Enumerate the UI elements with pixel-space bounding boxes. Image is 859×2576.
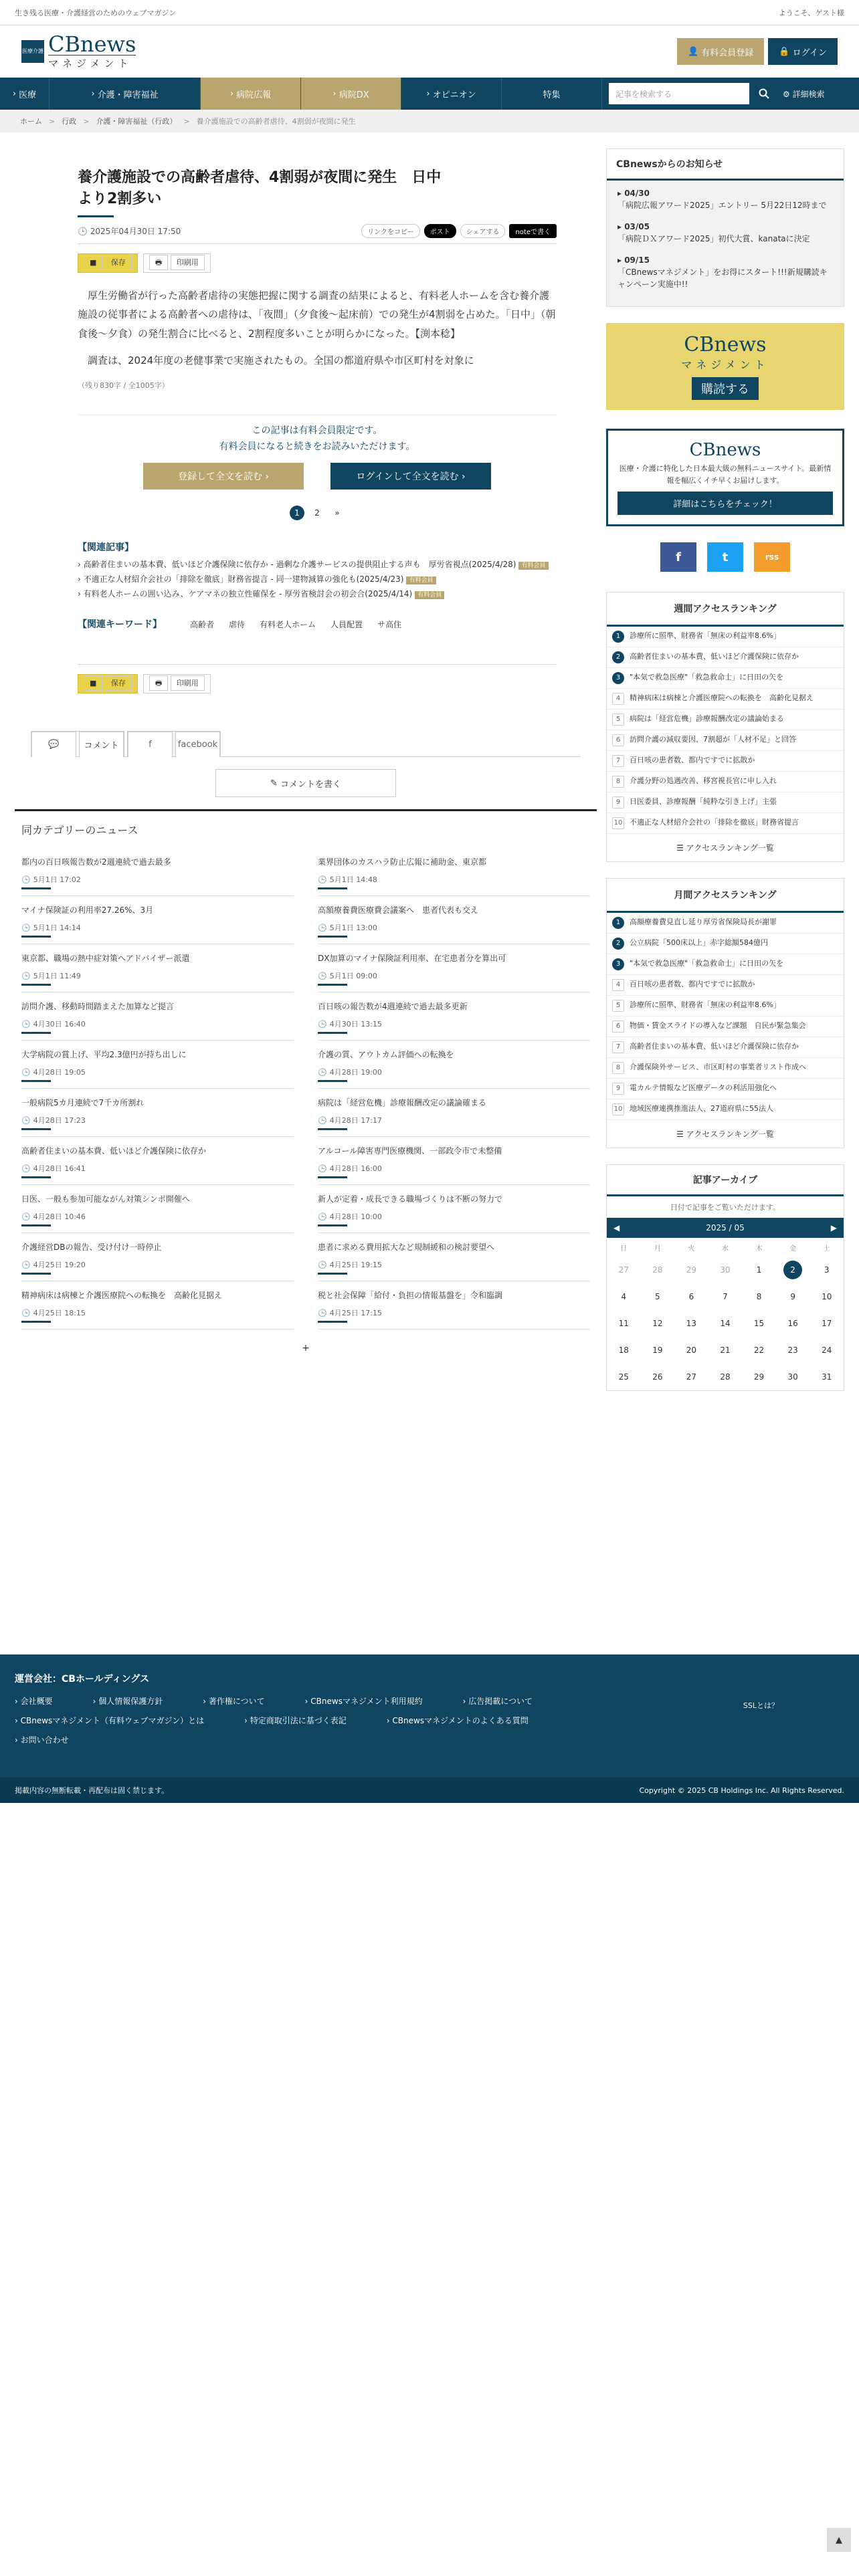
ranking-item[interactable]: 9 日医委員、診療報酬「純粋な引き上げ」主張 xyxy=(607,792,844,813)
news-date: 🕒 4月28日 19:00 xyxy=(318,1067,382,1077)
article xyxy=(15,148,597,693)
x-post-button[interactable]: ポスト xyxy=(424,224,456,238)
news-date: 🕒 4月28日 10:00 xyxy=(318,1212,382,1222)
news-item[interactable] xyxy=(21,1041,294,1089)
login-read-button[interactable]: ログインして全文を読む › xyxy=(330,463,491,490)
article-lead: 厚生労働省が行った高齢者虐待の実態把握に関する調査の結果によると、有料老人ホームを含む養介護施設の従事者による高齢者への虐待は、「夜間」（夕食後～起床前）での発生が4割弱を占めた。「日中」（朝食後～夕食）の発生割合に比べると、2割程度多いことが明らかになった。【渕本稔】 xyxy=(78,289,556,340)
rank-number: 1 xyxy=(612,631,624,643)
rank-number: 3 xyxy=(612,672,624,684)
tab-facebook[interactable]: f facebook xyxy=(127,731,221,756)
calendar-day[interactable]: 27 xyxy=(686,1372,697,1382)
calendar-month: 2025 / 05 xyxy=(706,1223,745,1233)
rank-number: 6 xyxy=(612,734,624,746)
news-date: 🕒 4月25日 19:15 xyxy=(318,1260,382,1270)
news-title: 一般病院5カ月連続で7千カ所割れ xyxy=(21,1098,145,1108)
news-title: DX加算のマイナ保険証利用率、在宅患者分を算出可 xyxy=(318,954,506,964)
news-item[interactable] xyxy=(318,992,590,1041)
rank-number: 2 xyxy=(612,938,624,950)
news-date: 🕒 5月1日 11:49 xyxy=(21,971,81,981)
next-month-icon[interactable]: ▶ xyxy=(830,1223,837,1233)
calendar-day[interactable]: 6 xyxy=(688,1292,694,1302)
print-icon: 🖶 xyxy=(149,675,168,691)
news-item[interactable] xyxy=(318,1089,590,1137)
ranking-item[interactable]: 10 地域医療連携推進法人、27道府県に55法人 xyxy=(607,1099,844,1120)
related-item[interactable]: › 不適正な人材紹介会社の「排除を徹底」財務省提言 - 同一建物減算の強化も(2025/4/23) 有料会員 xyxy=(78,572,557,587)
nav-item-dx[interactable]: › 病院DX xyxy=(301,78,401,110)
note-button[interactable]: noteで書く xyxy=(509,224,557,238)
clock-icon: 🕒 xyxy=(78,226,88,236)
register-button[interactable]: 👤 有料会員登録 xyxy=(677,38,764,65)
news-date: 🕒 4月28日 17:23 xyxy=(21,1115,86,1125)
members-only-notice: この記事は有料会員限定です。 有料会員になると続きをお読みいただけます。 xyxy=(78,415,557,455)
weekday-label: 火 xyxy=(688,1245,695,1253)
footer-link[interactable]: › 特定商取引法に基づく表記 xyxy=(244,1715,347,1725)
rank-number: 5 xyxy=(612,1000,624,1012)
news-title: 大学病院の賞上げ、平均2.3億円が持ち出しに xyxy=(21,1050,187,1060)
news-date: 🕒 4月28日 17:17 xyxy=(318,1115,382,1125)
news-item[interactable] xyxy=(318,1041,590,1089)
breadcrumb-care[interactable]: 介護・障害福祉（行政） xyxy=(96,117,177,126)
weekly-ranking-all[interactable]: ☰ アクセスランキング一覧 xyxy=(676,843,774,853)
clock-icon: 🕒 xyxy=(21,1164,31,1173)
news-title: アルコール障害専門医療機関、一部政令市で未整備 xyxy=(318,1146,502,1156)
notice-item[interactable]: ▸ 03/05 「病院ＤＸアワード2025」初代大賞、kanataに決定 xyxy=(617,222,810,243)
weekday-label: 水 xyxy=(721,1245,729,1253)
news-date: 🕒 4月28日 10:46 xyxy=(21,1212,86,1222)
news-item[interactable] xyxy=(318,848,590,896)
clock-icon: 🕒 xyxy=(21,875,31,884)
news-date: 🕒 5月1日 13:00 xyxy=(318,923,377,933)
calendar-day[interactable]: 18 xyxy=(618,1346,629,1356)
news-item[interactable] xyxy=(21,1233,294,1281)
news-title: 訪問介護、移動時間踏まえた加算など提言 xyxy=(21,1002,175,1012)
ranking-item[interactable]: 1 診療所に照準、財務省「無床の利益率8.6%」 xyxy=(607,627,844,647)
clock-icon: 🕒 xyxy=(21,1115,31,1125)
search-icon[interactable] xyxy=(753,83,775,104)
footer-link[interactable]: › 著作権について xyxy=(203,1697,265,1706)
news-date: 🕒 4月28日 19:05 xyxy=(21,1067,86,1077)
news-title: 百日咳の報告数が4週連続で過去最多更新 xyxy=(318,1002,468,1012)
logo-sub: マネジメント xyxy=(48,55,136,70)
related-articles: 【関連記事】 › 高齢者住まいの基本費、低いほど介護保険に依存か - 過剰な介護サービスの提供阻止する声も 厚労省視点(2025/4/28) 有料会員 › 不適正な人材紹介会社の「排除を徹底」財務省提言 - 同一建物減算の強化も(2025/4/23) 有料会員 › 有料老人ホームの囲い込み、ケアマネの独立性確保を - 厚労省検討会の初会合(2025/4/14) 有料会員 xyxy=(78,540,557,601)
news-title: 高額療養費医療費会議案へ 患者代表も交え xyxy=(318,905,479,916)
gear-icon: ⚙ xyxy=(783,89,790,99)
news-title: 高齢者住まいの基本費、低いほど介護保険に依存か xyxy=(21,1146,207,1156)
subscribe-banner[interactable]: CBnews マネジメント 購読する xyxy=(606,323,844,410)
footer-link[interactable]: › CBnewsマネジメントのよくある質問 xyxy=(386,1715,529,1725)
news-item[interactable] xyxy=(21,992,294,1041)
rss-icon[interactable]: rss xyxy=(754,542,790,572)
weekday-label: 日 xyxy=(620,1245,628,1253)
rank-number: 5 xyxy=(612,714,624,726)
main-column xyxy=(15,148,597,1354)
news-item[interactable] xyxy=(318,1281,590,1329)
arrow-up-icon: ▲ xyxy=(836,2535,842,2545)
category-title: 同カテゴリーのニュース xyxy=(21,824,138,837)
notices-box: CBnewsからのお知らせ ▸ 04/30 「病院広報アワード2025」エントリー 5月22日12時まで ▸ 03/05 「病院ＤＸアワード2025」初代大賞、kanataに決定 ▸ 09/15 「CBnewsマネジメント」をお得にスタート!!!新規購読キャンペーン実施中!! xyxy=(606,148,844,307)
clock-icon: 🕒 xyxy=(318,1067,327,1077)
ranking-item[interactable]: 7 高齢者住まいの基本費、低いほど介護保険に依存か xyxy=(607,1037,844,1058)
weekly-ranking: 週間アクセスランキング 1 診療所に照準、財務省「無床の利益率8.6%」 2 高齢者住まいの基本費、低いほど介護保険に依存か 3 "本気で救急医療"「救急救命士」に日田の矢を 4 精神病床は病棟と介護医療院への転換を 高齢化見据え 5 病院は「経営危機」診療報酬改定の議論始まる 6 訪問介護の減収要因、7割超が「人材不足」と回答 7 百日咳の患者数、都内ですでに拡散か 8 介護分野の処遇改善、移宮視長官に申し入れ 9 日医委員、診療報酬「純粋な引き上げ」主張 10 不適正な人材紹介会社の「排除を徹底」財務省提言 ☰ アクセスランキング一覧 xyxy=(606,592,844,862)
related-item[interactable]: › 高齢者住まいの基本費、低いほど介護保険に依存か - 過剰な介護サービスの提供阻止する声も 厚労省視点(2025/4/28) 有料会員 xyxy=(78,558,557,572)
news-item[interactable] xyxy=(318,1185,590,1233)
calendar-day[interactable]: 26 xyxy=(652,1372,663,1382)
rank-number: 7 xyxy=(612,755,624,767)
clock-icon: 🕒 xyxy=(318,971,327,980)
rank-number: 2 xyxy=(612,651,624,663)
news-date: 🕒 4月30日 13:15 xyxy=(318,1019,382,1029)
footer-link[interactable]: › 個人情報保護方針 xyxy=(92,1697,163,1706)
nav-item-medical[interactable]: › 医療 xyxy=(0,78,50,110)
page-1[interactable]: 1 xyxy=(290,506,304,520)
calendar-day[interactable]: 23 xyxy=(787,1346,798,1356)
tagline: 生き残る医療・介護経営のためのウェブマガジン xyxy=(15,8,177,17)
nav-item-pr[interactable]: › 病院広報 xyxy=(201,78,301,110)
search-input[interactable]: 記事を検索する xyxy=(609,83,749,104)
login-button[interactable]: 🔒 ログイン xyxy=(768,38,838,65)
clock-icon: 🕒 xyxy=(21,923,31,932)
news-title: 業界団体のカスハラ防止広報に補助金、東京都 xyxy=(318,857,487,867)
calendar-day[interactable]: 29 xyxy=(753,1372,765,1382)
site-header xyxy=(0,25,859,78)
weekday-label: 木 xyxy=(755,1245,763,1253)
main-nav xyxy=(0,78,859,110)
rank-number: 3 xyxy=(612,958,624,970)
user-icon: 👤 xyxy=(687,46,702,57)
save-button-bottom[interactable]: ■ 保存 xyxy=(78,674,138,693)
calendar-day[interactable]: 24 xyxy=(822,1346,832,1356)
news-date: 🕒 4月28日 16:00 xyxy=(318,1164,382,1174)
footer-link[interactable]: › 会社概要 xyxy=(15,1697,53,1706)
news-title: マイナ保険証の利用率27.26%、3月 xyxy=(21,905,154,916)
breadcrumb: ホーム > 行政 > 介護・障害福祉（行政） > 養介護施設での高齢者虐待、4割弱が夜間に発生 xyxy=(0,110,859,132)
copyright: Copyright © 2025 CB Holdings Inc. All Rights Reserved. xyxy=(639,1786,844,1795)
calendar-day[interactable]: 30 xyxy=(720,1265,731,1275)
news-item[interactable] xyxy=(21,896,294,944)
welcome-text: ようこそ、ゲスト様 xyxy=(778,8,844,17)
social-links xyxy=(606,542,844,572)
monthly-ranking-all[interactable]: ☰ アクセスランキング一覧 xyxy=(676,1130,774,1140)
write-comment-button[interactable]: ✎ コメントを書く xyxy=(215,769,396,797)
footer-company: 運営会社：CBホールディングス xyxy=(15,1674,150,1685)
calendar-day[interactable]: 25 xyxy=(618,1372,629,1382)
clock-icon: 🕒 xyxy=(318,1164,327,1173)
pencil-icon: ✎ xyxy=(270,778,278,788)
sidebar xyxy=(606,148,844,1407)
calendar-day[interactable]: 7 xyxy=(723,1292,728,1302)
news-item[interactable] xyxy=(21,944,294,992)
calendar-day[interactable]: 15 xyxy=(753,1319,765,1329)
keyword-link[interactable]: 有料老人ホーム xyxy=(260,619,316,629)
footer-link[interactable]: › 広告掲載について xyxy=(462,1697,533,1706)
related-item[interactable]: › 有料老人ホームの囲い込み、ケアマネの独立性確保を - 厚労省検討会の初会合(2025/4/14) 有料会員 xyxy=(78,587,557,602)
news-title: 病院は「経営危機」診療報酬改定の議論確まる xyxy=(318,1098,487,1108)
calendar-day[interactable]: 9 xyxy=(790,1292,795,1302)
news-item[interactable] xyxy=(21,1137,294,1185)
page-next[interactable]: » xyxy=(335,508,340,518)
news-date: 🕒 4月25日 18:15 xyxy=(21,1308,86,1318)
article-date: 🕒 2025年04月30日 17:50 xyxy=(78,226,181,236)
news-title: 患者に求める費用拡大など規制緩和の検討要望へ xyxy=(318,1243,495,1253)
keyword-link[interactable]: 人員配置 xyxy=(330,619,363,629)
ranking-item[interactable]: 2 高齢者住まいの基本費、低いほど介護保険に依存か xyxy=(607,647,844,668)
bookmark-icon: ■ xyxy=(84,675,102,691)
ranking-item[interactable]: 2 公立病院「500床以上」赤字総額584億円 xyxy=(607,934,844,954)
comment-icon: 💬 xyxy=(31,732,76,757)
cbnews-ad[interactable]: CBnews 医療・介護に特化した日本最大級の無料ニュースサイト。最新情報を幅広くイチ早くお届けします。 詳細はこちらをチェック！ xyxy=(606,429,844,526)
footer-link[interactable]: › CBnewsマネジメント（有料ウェブマガジン）とは xyxy=(15,1715,205,1725)
news-date: 🕒 4月25日 19:20 xyxy=(21,1260,86,1270)
rank-number: 9 xyxy=(612,796,624,809)
news-title: 税と社会保障「給付・負担の情報基盤を」令和臨調 xyxy=(318,1291,503,1301)
calendar-day[interactable]: 10 xyxy=(822,1292,832,1302)
calendar-day[interactable]: 5 xyxy=(655,1292,660,1302)
article-body: 調査は、2024年度の老健事業で実施されたもの。全国の都道府県や市区町村を対象に xyxy=(88,354,474,367)
facebook-icon[interactable]: f xyxy=(660,542,696,572)
nav-item-care[interactable]: › 介護・障害福祉 xyxy=(50,78,201,110)
news-title: 都内の百日咳報告数が2週連続で過去最多 xyxy=(21,857,171,867)
news-item[interactable] xyxy=(318,1233,590,1281)
clock-icon: 🕒 xyxy=(21,971,31,980)
rank-number: 10 xyxy=(612,817,624,829)
rank-number: 1 xyxy=(612,917,624,929)
rank-number: 7 xyxy=(612,1041,624,1053)
news-date: 🕒 5月1日 14:14 xyxy=(21,923,81,933)
twitter-icon[interactable]: t xyxy=(707,542,743,572)
copy-link-button[interactable]: リンクをコピー xyxy=(361,224,419,238)
news-date: 🕒 5月1日 09:00 xyxy=(318,971,377,981)
article-archive: 記事アーカイブ 日付で記事をご覧いただけます。 ◀ 2025 / 05 ▶ 日 月 火 水 木 金 土 27 28 29 30 1 2 3 4 5 6 7 8 9 10 11 12 13 14 15 16 17 18 19 20 21 22 23 24 25 26 27 28 29 30 31 xyxy=(606,1164,844,1391)
calendar-day[interactable]: 27 xyxy=(618,1265,629,1275)
clock-icon: 🕒 xyxy=(318,875,327,884)
article-title: 養介護施設での高齢者虐待、4割弱が夜間に発生 日中より2割多い xyxy=(78,169,442,207)
facebook-icon: f xyxy=(128,732,173,757)
print-button[interactable]: 🖶 印刷用 xyxy=(143,253,211,273)
notice-item[interactable]: ▸ 09/15 「CBnewsマネジメント」をお得にスタート!!!新規購読キャンペーン実施中!! xyxy=(617,255,828,289)
breadcrumb-gov[interactable]: 行政 xyxy=(62,117,77,126)
calendar-day[interactable]: 31 xyxy=(822,1372,832,1382)
calendar-day[interactable]: 22 xyxy=(753,1346,765,1356)
news-title: 精神病床は病棟と介護医療院への転換を 高齢化見据え xyxy=(21,1291,223,1301)
breadcrumb-home[interactable]: ホーム xyxy=(20,117,42,126)
remaining-count: （残り830字 / 全1005字） xyxy=(78,381,169,390)
site-logo[interactable] xyxy=(21,33,136,70)
ranking-item[interactable]: 3 "本気で救急医療"「救急救命士」に日田の矢を xyxy=(607,954,844,975)
calendar-day[interactable]: 28 xyxy=(652,1265,663,1275)
ranking-item[interactable]: 7 百日咳の患者数、都内ですでに拡散か xyxy=(607,751,844,772)
clock-icon: 🕒 xyxy=(21,1067,31,1077)
calendar-day[interactable]: 21 xyxy=(720,1346,731,1356)
print-icon: 🖶 xyxy=(149,255,168,270)
more-news-button[interactable]: + xyxy=(302,1343,310,1354)
rank-number: 4 xyxy=(612,979,624,991)
weekday-label: 金 xyxy=(789,1245,797,1253)
tab-comments[interactable]: 💬 コメント xyxy=(31,731,124,756)
calendar-day[interactable]: 2 xyxy=(783,1261,802,1279)
news-title: 介護の質、アウトカム評価への転換を xyxy=(318,1050,454,1060)
ranking-item[interactable]: 4 百日咳の患者数、都内ですでに拡散か xyxy=(607,975,844,996)
back-to-top-button[interactable] xyxy=(827,2528,851,2552)
print-button-bottom[interactable]: 🖶 印刷用 xyxy=(143,674,211,693)
news-item[interactable] xyxy=(21,1089,294,1137)
news-date: 🕒 5月1日 14:48 xyxy=(318,875,377,885)
weekday-label: 土 xyxy=(823,1245,830,1253)
calendar-day[interactable]: 3 xyxy=(824,1265,830,1275)
calendar-day[interactable]: 11 xyxy=(618,1319,629,1329)
footer-notice: 掲載内容の無断転載・再配布は固く禁じます。 xyxy=(15,1786,169,1795)
calendar-day[interactable]: 16 xyxy=(787,1319,798,1329)
search-bar xyxy=(602,78,859,110)
logo-mark: 医療介護 xyxy=(21,40,44,63)
calendar-day[interactable]: 28 xyxy=(720,1372,731,1382)
news-date: 🕒 4月25日 17:15 xyxy=(318,1308,382,1318)
nav-item-opinion[interactable]: › オピニオン xyxy=(401,78,502,110)
monthly-ranking: 月間アクセスランキング 1 高額療養費見直し延り厚労省保険局長が謝罪 2 公立病院「500床以上」赤字総額584億円 3 "本気で救急医療"「救急救命士」に日田の矢を 4 百日咳の患者数、都内ですでに拡散か 5 診療所に照準、財務省「無床の利益率8.6%」 6 物価・賃金スライドの導入など課題 自民が緊急集会 7 高齢者住まいの基本費、低いほど介護保険に依存か 8 介護保険外サービス、市区町村の事業者リスト作成へ 9 電カルテ情報など医療データの利活用強化へ 10 地域医療連携推進法人、27道府県に55法人 ☰ アクセスランキング一覧 xyxy=(606,878,844,1148)
comments-section xyxy=(15,731,597,797)
calendar-day[interactable]: 14 xyxy=(720,1319,731,1329)
keyword-link[interactable]: サ高住 xyxy=(377,619,402,629)
pagination xyxy=(78,506,557,520)
rank-number: 4 xyxy=(612,693,624,705)
footer-link[interactable]: › CBnewsマネジメント利用規約 xyxy=(304,1697,423,1706)
ranking-item[interactable]: 6 訪問介護の減収要因、7割超が「人材不足」と回答 xyxy=(607,730,844,751)
notice-item[interactable]: ▸ 04/30 「病院広報アワード2025」エントリー 5月22日12時まで xyxy=(617,189,827,210)
news-date: 🕒 4月30日 16:40 xyxy=(21,1019,86,1029)
clock-icon: 🕒 xyxy=(318,1115,327,1125)
calendar-day[interactable]: 20 xyxy=(686,1346,697,1356)
ranking-item[interactable]: 1 高額療養費見直し延り厚労省保険局長が謝罪 xyxy=(607,913,844,934)
clock-icon: 🕒 xyxy=(318,1260,327,1269)
rank-number: 8 xyxy=(612,776,624,788)
page-2[interactable]: 2 xyxy=(314,508,320,518)
footer xyxy=(0,1654,859,1803)
ranking-item[interactable]: 5 病院は「経営危機」診療報酬改定の議論始まる xyxy=(607,710,844,730)
category-news xyxy=(15,809,597,1354)
breadcrumb-current: 養介護施設での高齢者虐待、4割弱が夜間に発生 xyxy=(196,117,356,126)
clock-icon: 🕒 xyxy=(21,1019,31,1029)
share-buttons xyxy=(361,224,557,238)
calendar-day[interactable]: 17 xyxy=(822,1319,832,1329)
news-title: 新人が定着・成長できる職場づくりは不断の努力で xyxy=(318,1194,503,1204)
news-item[interactable] xyxy=(21,848,294,896)
clock-icon: 🕒 xyxy=(21,1308,31,1317)
calendar-day[interactable]: 19 xyxy=(652,1346,663,1356)
news-date: 🕒 5月1日 17:02 xyxy=(21,875,81,885)
clock-icon: 🕒 xyxy=(21,1260,31,1269)
weekday-label: 月 xyxy=(654,1245,661,1253)
calendar-day[interactable]: 4 xyxy=(621,1292,627,1302)
ssl-link[interactable]: SSLとは？ xyxy=(743,1701,779,1710)
ranking-item[interactable]: 9 電カルテ情報など医療データの利活用強化へ xyxy=(607,1079,844,1099)
facebook-share-button[interactable]: シェアする xyxy=(460,224,506,238)
news-date: 🕒 4月28日 16:41 xyxy=(21,1164,86,1174)
clock-icon: 🕒 xyxy=(318,1019,327,1029)
ranking-item[interactable]: 4 精神病床は病棟と介護医療院への転換を 高齢化見据え xyxy=(607,689,844,710)
rank-number: 8 xyxy=(612,1062,624,1074)
news-item[interactable] xyxy=(318,1137,590,1185)
news-item[interactable] xyxy=(21,1185,294,1233)
top-bar xyxy=(0,0,859,25)
keyword-link[interactable]: 高齢者 xyxy=(190,619,215,629)
rank-number: 10 xyxy=(612,1103,624,1115)
rank-number: 9 xyxy=(612,1083,624,1095)
news-title: 日医、一般も参加可能ながん対策シンポ開催へ xyxy=(21,1194,190,1204)
ranking-item[interactable]: 3 "本気で救急医療"「救急救命士」に日田の矢を xyxy=(607,668,844,689)
ranking-item[interactable]: 10 不適正な人材紹介会社の「排除を徹底」財務省提言 xyxy=(607,813,844,834)
bookmark-icon: ■ xyxy=(84,255,102,270)
keyword-link[interactable]: 虐待 xyxy=(229,619,246,629)
news-item[interactable] xyxy=(318,896,590,944)
advanced-search-link[interactable]: ⚙ 詳細検索 xyxy=(783,89,825,99)
ranking-item[interactable]: 5 診療所に照準、財務省「無床の利益率8.6%」 xyxy=(607,996,844,1016)
clock-icon: 🕒 xyxy=(21,1212,31,1221)
news-title: 介護経営DBの報告、受け付け一時停止 xyxy=(21,1243,162,1253)
nav-item-feature[interactable]: 特集 xyxy=(502,78,602,110)
calendar-day[interactable]: 12 xyxy=(652,1319,663,1329)
calendar-day[interactable]: 30 xyxy=(787,1372,798,1382)
save-button[interactable]: ■ 保存 xyxy=(78,253,138,273)
calendar-day[interactable]: 8 xyxy=(756,1292,762,1302)
clock-icon: 🕒 xyxy=(318,923,327,932)
clock-icon: 🕒 xyxy=(318,1212,327,1221)
prev-month-icon[interactable]: ◀ xyxy=(613,1223,620,1233)
news-item[interactable] xyxy=(318,944,590,992)
lock-icon: 🔒 xyxy=(779,46,793,57)
rank-number: 6 xyxy=(612,1021,624,1033)
footer-link[interactable]: › お問い合わせ xyxy=(15,1735,69,1745)
related-keywords: 【関連キーワード】 高齢者 虐待 有料老人ホーム 人員配置 サ高住 xyxy=(78,619,402,631)
calendar-day[interactable]: 29 xyxy=(686,1265,697,1275)
news-title: 東京都、職場の熱中症対策へアドバイザー派遣 xyxy=(21,954,190,964)
register-read-button[interactable]: 登録して全文を読む › xyxy=(143,463,304,490)
ranking-item[interactable]: 6 物価・賃金スライドの導入など課題 自民が緊急集会 xyxy=(607,1016,844,1037)
clock-icon: 🕒 xyxy=(318,1308,327,1317)
ranking-item[interactable]: 8 介護分野の処遇改善、移宮視長官に申し入れ xyxy=(607,772,844,792)
ranking-item[interactable]: 8 介護保険外サービス、市区町村の事業者リスト作成へ xyxy=(607,1058,844,1079)
logo-main: CBnews xyxy=(48,31,136,57)
calendar-day[interactable]: 13 xyxy=(686,1319,697,1329)
calendar-day[interactable]: 1 xyxy=(756,1265,762,1275)
news-item[interactable] xyxy=(21,1281,294,1329)
